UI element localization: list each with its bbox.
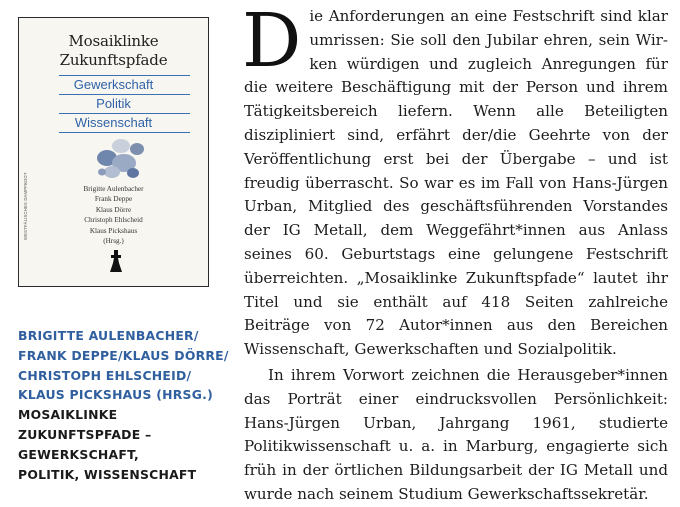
cover-editor: Frank Deppe xyxy=(94,195,133,204)
article-paragraph-1 xyxy=(242,0,668,362)
cover-subtitle-1: Gewerkschaft xyxy=(73,77,154,92)
cover-editor: (Hrsg.) xyxy=(103,237,124,246)
article-body xyxy=(242,0,668,507)
paragraph-2-text: In ihrem Vorwort zeichnen die Herausgeber*innen das Porträt einer eindrucksvollen Persönlichkeit: Hans-Jürgen Urban, Jahrgang 1961, studierte Politikwissenschaft u. a. in Marburg, engagierte sich früh in der örtlichen Bildungsarbeit der IG Metall und wurde nach seinem Studium Gewerkschaftssekretär. xyxy=(244,365,668,503)
caption-title-line: MOSAIKLINKE xyxy=(18,407,118,423)
caption-author-line: BRIGITTE AULENBACHER/ xyxy=(18,328,199,343)
caption-authors xyxy=(18,326,229,405)
caption-book-title xyxy=(18,405,223,484)
article-paragraph-2 xyxy=(244,364,668,507)
cover-title xyxy=(19,32,208,70)
caption-author-line: FRANK DEPPE/KLAUS DÖRRE/ xyxy=(18,347,229,363)
cover-subtitle-3: Wissenschaft xyxy=(74,115,153,130)
cover-editor: Christoph Ehlscheid xyxy=(84,216,143,225)
cover-rule xyxy=(59,132,190,133)
cover-rule xyxy=(59,75,190,76)
mosaic-stones-illustration xyxy=(91,136,147,180)
publisher-logo-icon xyxy=(109,250,123,272)
book-cover xyxy=(18,17,209,287)
caption-title-line: GEWERKSCHAFT, xyxy=(18,446,139,462)
cover-editor: Klaus Pickshaus xyxy=(89,226,138,235)
cover-title-line1: Mosaiklinke xyxy=(68,32,159,50)
publisher-spine-text: WESTFÄLISCHES DAMPFBOOT xyxy=(23,172,28,240)
cover-editors xyxy=(19,172,208,246)
cover-rule xyxy=(59,94,190,95)
cover-editor: Brigitte Aulenbacher xyxy=(83,185,144,193)
caption-author-line: CHRISTOPH EHLSCHEID/ xyxy=(18,367,192,383)
cover-subtitle-2: Politik xyxy=(96,96,131,111)
cover-title-line2: Zukunftspfade xyxy=(59,51,168,69)
caption-title-line: ZUKUNFTSPFADE – xyxy=(18,426,152,442)
cover-rule xyxy=(59,113,190,114)
caption-author-line: KLAUS PICKSHAUS (HRSG.) xyxy=(18,387,213,403)
cover-editor: Klaus Dörre xyxy=(95,205,132,214)
book-caption xyxy=(18,326,229,484)
drop-cap: D xyxy=(242,0,302,84)
paragraph-1-text: ie Anforderungen an eine Festschrift sind klar umrissen: Sie soll den Jubilar ehren, sein Wirken würdigen und zugleich Anregungen für die weitere Beschäftigung mit der Person und ihrem Tätigkeitsbereich liefern. Wenn alle Beteiligten diszipliniert sind, erfährt der/die Geehrte von der Veröffentlichung erst bei der Übergabe – und ist freudig überrascht. So war es im Fall von Hans-Jürgen Urban, Mitglied des geschäftsführenden Vorstandes der IG Metall, dem Weggefährt*innen aus Anlass seines 60. Geburtstags eine gelungene Festschrift überreichten. „Mosaiklinke Zukunftspfade“ lautet ihr Titel und sie enthält auf 418 Seiten zahlreiche Beiträge von 72 Autor*innen aus den Bereichen Wissenschaft, Gewerkschaften und Sozialpolitik. xyxy=(244,7,668,359)
caption-title-line: POLITIK, WISSENSCHAFT xyxy=(18,466,197,482)
